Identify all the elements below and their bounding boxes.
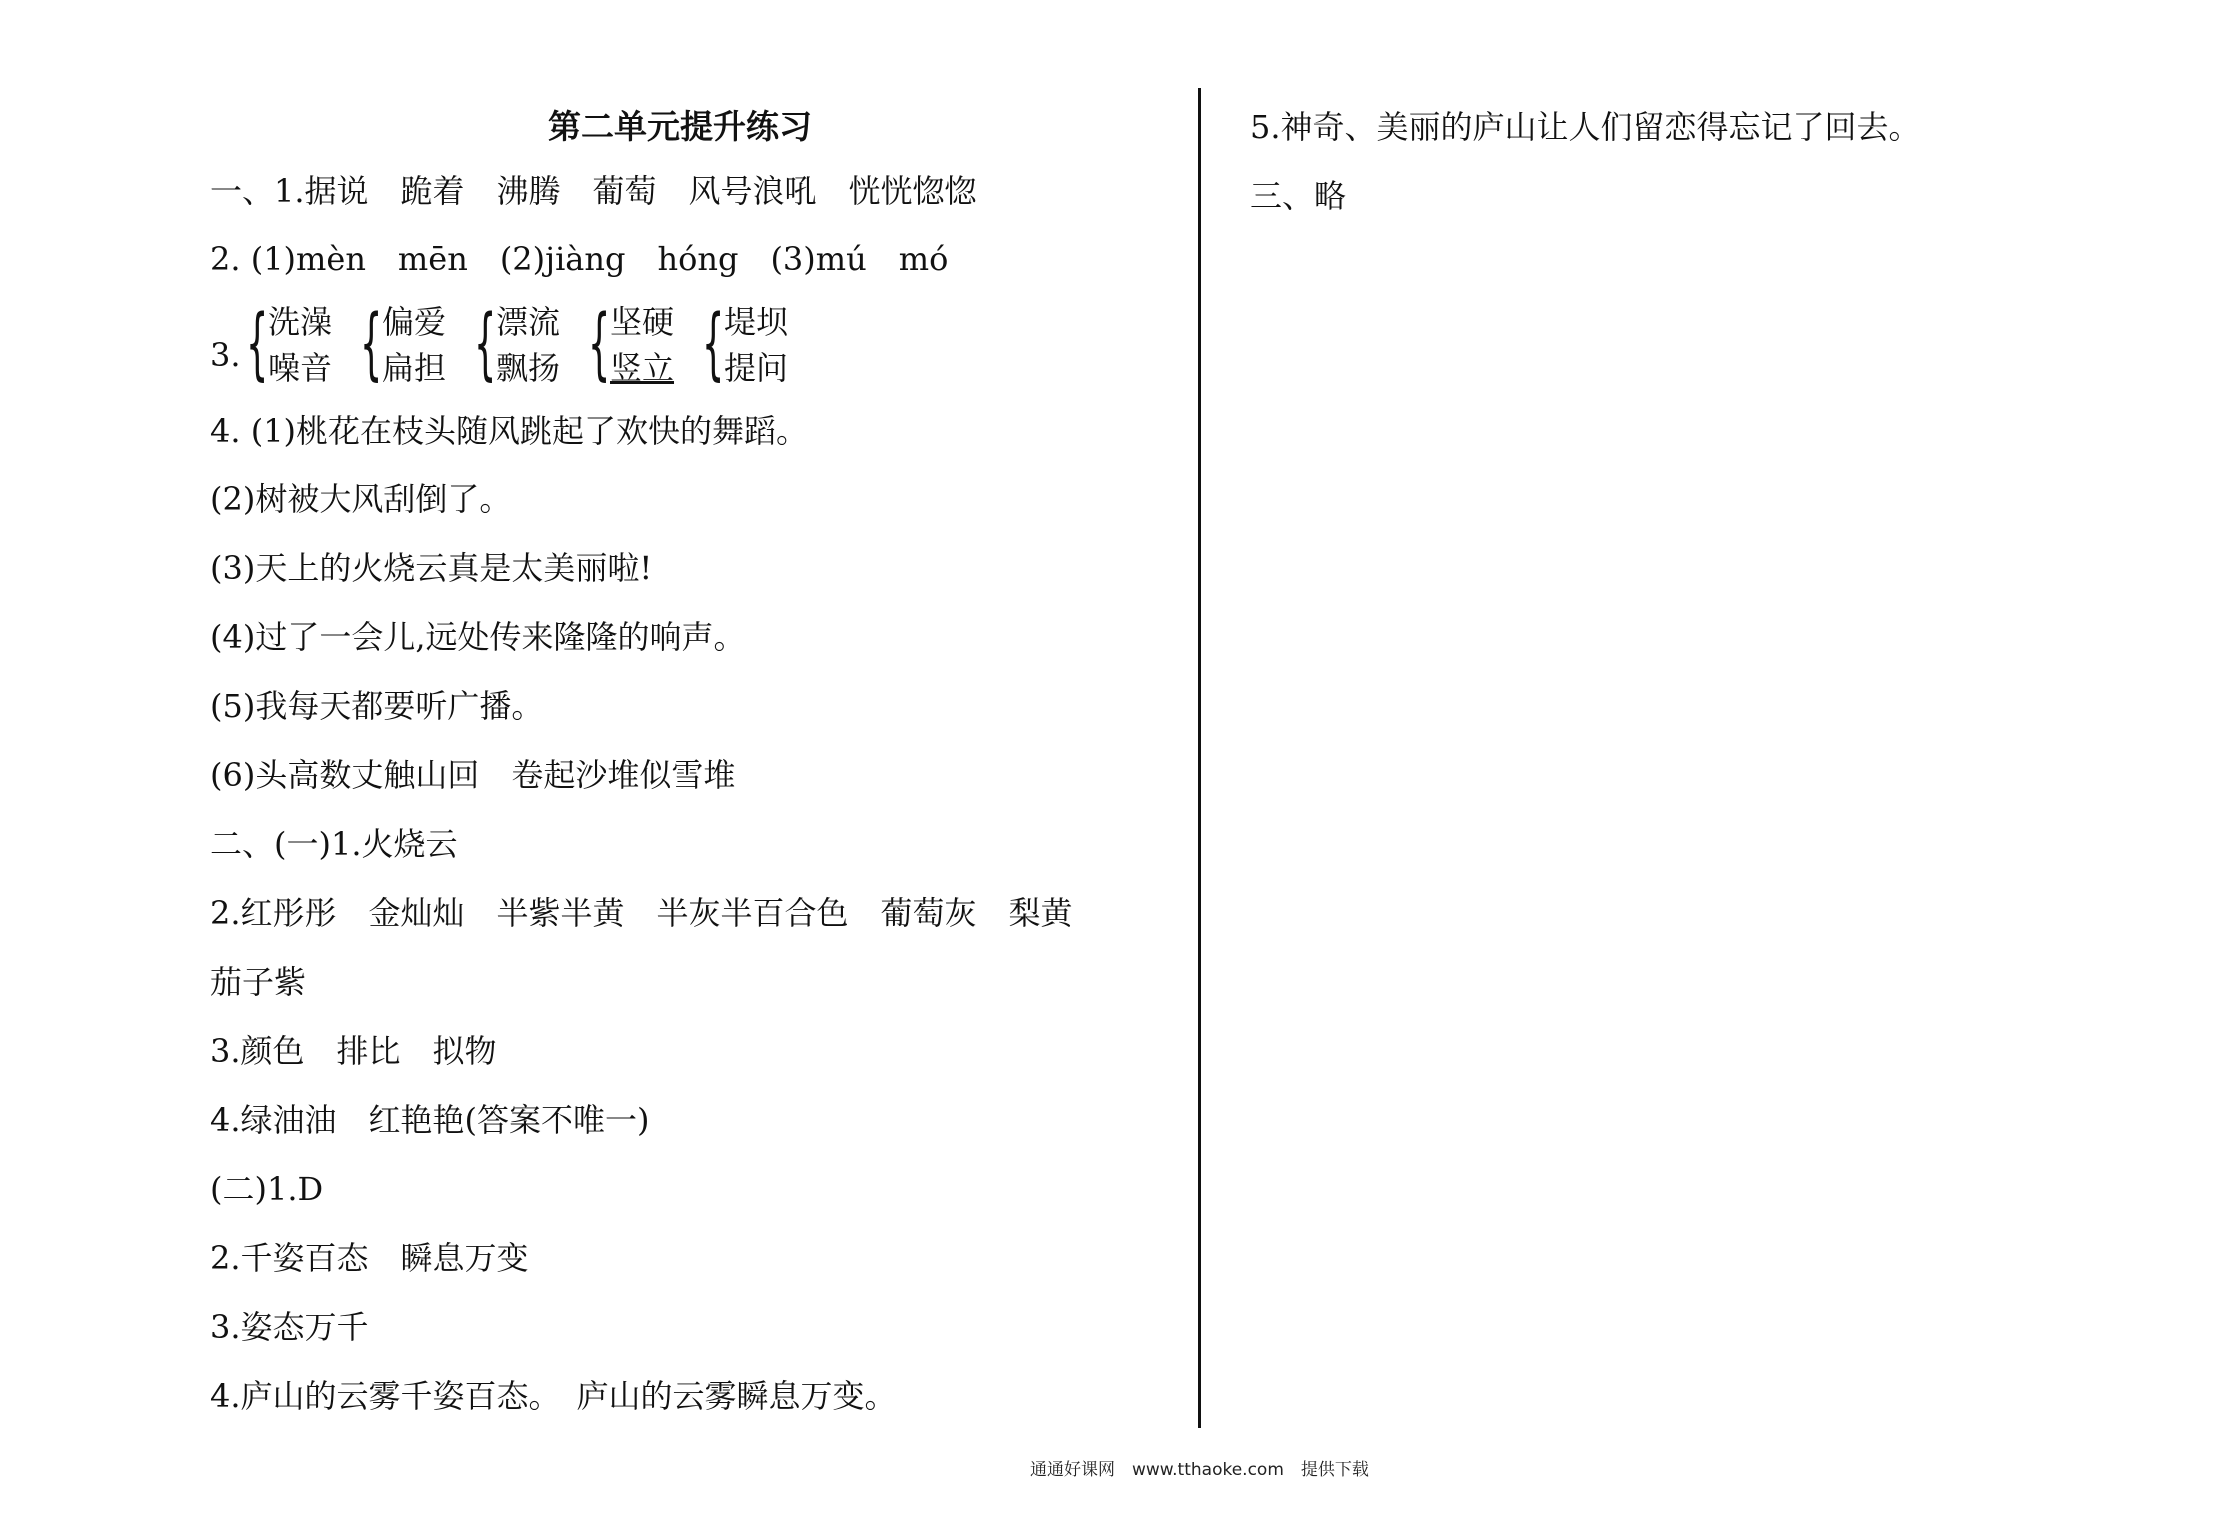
brace-icon: { [246,299,269,389]
brace-icon: { [474,299,497,389]
answer-line: 5.神奇、美丽的庐山让人们留恋得忘记了回去。 [1250,108,1921,146]
answer-line: (4)过了一会儿,远处传来隆隆的响声。 [210,618,746,656]
pair-word-top: 堤坝 [724,303,789,341]
answer-line: (6)头高数丈触山回 卷起沙堆似雪堆 [210,756,736,794]
pair-word-top: 偏爱 [382,303,447,341]
pair-word-top: 坚硬 [610,303,675,341]
answer-line: (2)树被大风刮倒了。 [210,480,512,518]
answer-line: (3)天上的火烧云真是太美丽啦! [210,549,653,587]
answer-line: 4.绿油油 红艳艳(答案不唯一) [210,1101,650,1139]
pairs-lead: 3. [210,336,241,374]
pair-word-bottom: 扁担 [382,349,447,387]
answer-line: 二、(一)1.火烧云 [210,825,458,863]
answer-line: 4.庐山的云雾千姿百态。 庐山的云雾瞬息万变。 [210,1377,897,1415]
pair-word-top: 漂流 [496,303,561,341]
answer-line: 2. (1)mèn mēn (2)jiàng hóng (3)mú mó [210,240,949,278]
pair-word-bottom: 噪音 [268,349,333,387]
brace-icon: { [360,299,383,389]
pair-word-bottom: 竖立 [610,349,675,387]
answer-line: 三、略 [1250,177,1347,215]
brace-icon: { [588,299,611,389]
pair-word-top: 洗澡 [268,303,333,341]
answer-line: 2.千姿百态 瞬息万变 [210,1239,529,1277]
column-divider [1198,88,1201,1428]
brace-icon: { [702,299,725,389]
answer-line: 3.姿态万千 [210,1308,369,1346]
answer-line: (二)1.D [210,1170,324,1208]
answer-line: 4. (1)桃花在枝头随风跳起了欢快的舞蹈。 [210,412,809,450]
answer-line: 2.红彤彤 金灿灿 半紫半黄 半灰半百合色 葡萄灰 梨黄 [210,894,1073,932]
pair-word-bottom: 提问 [724,349,789,387]
footer-source: 通通好课网 www.tthaoke.com 提供下载 [1030,1460,1369,1480]
pair-word-bottom: 飘扬 [496,349,561,387]
answer-line: (5)我每天都要听广播。 [210,687,544,725]
answer-line: 茄子紫 [210,963,307,1001]
answer-line: 一、1.据说 跪着 沸腾 葡萄 风号浪吼 恍恍惚惚 [210,172,977,210]
answer-line: 3.颜色 排比 拟物 [210,1032,497,1070]
page-title: 第二单元提升练习 [548,107,812,146]
